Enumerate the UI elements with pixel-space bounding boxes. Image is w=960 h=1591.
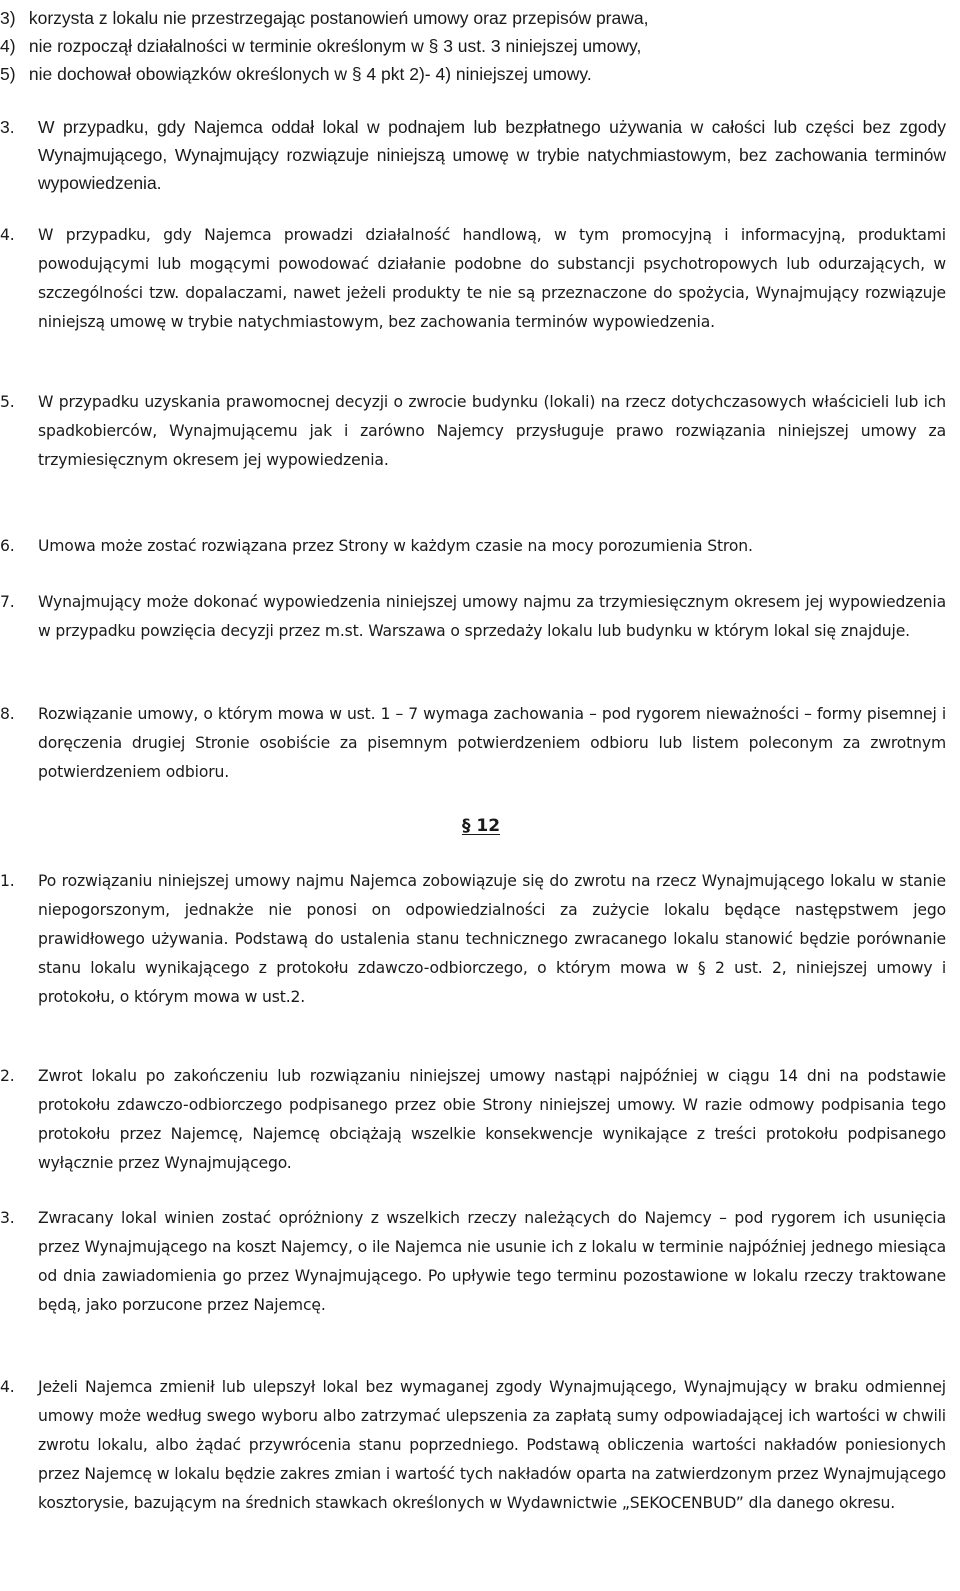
- paragraph-number: 1.: [0, 872, 15, 890]
- list-item-number: 3): [0, 8, 16, 28]
- list-item-text: korzysta z lokalu nie przestrzegając postanowień umowy oraz przepisów prawa,: [28, 8, 649, 28]
- paragraph-number: 3.: [0, 117, 15, 137]
- paragraph-number: 2.: [0, 1067, 15, 1085]
- paragraph-item: [0, 867, 946, 1012]
- paragraph-item: [0, 532, 946, 561]
- paragraph-item: [0, 113, 946, 197]
- list-item-number: 5): [0, 64, 16, 84]
- termination-conditions-list: [0, 4, 648, 88]
- paragraph-number: 5.: [0, 393, 15, 411]
- paragraph-text: W przypadku, gdy Najemca prowadzi działalność handlową, w tym promocyjną i informacyjną, produktami powodującymi lub mogącymi powodować działanie podobne do substancji psychotropowych lub odurzających, w szczególności tzw. dopalaczami, nawet jeżeli produkty te nie są przeznaczone do spożycia, Wynajmujący rozwiązuje niniejszą umowę w trybie natychmiastowym, bez zachowania terminów wypowiedzenia.: [38, 226, 946, 331]
- section-number: § 12: [461, 816, 501, 836]
- paragraph-text: W przypadku, gdy Najemca oddał lokal w podnajem lub bezpłatnego używania w całości lub części bez zgody Wynajmującego, Wynajmujący rozwiązuje niniejszą umowę w trybie natychmiastowym, bez zachowania terminów wypowiedzenia.: [38, 117, 946, 193]
- list-item: [0, 60, 648, 88]
- paragraph-text: Rozwiązanie umowy, o którym mowa w ust. 1 – 7 wymaga zachowania – pod rygorem nieważności – formy pisemnej i doręczenia drugiej Stronie osobiście za pisemnym potwierdzeniem odbioru lub listem poleconym za zwrotnym potwierdzeniem odbioru.: [38, 705, 946, 781]
- list-item-text: nie dochował obowiązków określonych w § 4 pkt 2)- 4) niniejszej umowy.: [28, 64, 592, 84]
- paragraph-number: 4.: [0, 226, 15, 244]
- paragraph-text: Zwrot lokalu po zakończeniu lub rozwiązaniu niniejszej umowy nastąpi najpóźniej w ciągu 14 dni na podstawie protokołu zdawczo-odbiorczego podpisanego przez obie Strony niniejszej umowy. W razie odmowy podpisania tego protokołu przez Najemcę, Najemcę obciążają wszelkie konsekwencje wynikające z treści protokołu podpisanego wyłącznie przez Wynajmującego.: [38, 1067, 946, 1172]
- list-item: [0, 4, 648, 32]
- paragraph-item: [0, 1373, 946, 1518]
- paragraph-text: Zwracany lokal winien zostać opróżniony z wszelkich rzeczy należących do Najemcy – pod rygorem ich usunięcia przez Wynajmującego na koszt Najemcy, o ile Najemca nie usunie ich z lokalu w terminie najpóźniej jednego miesiąca od dnia zawiadomienia go przez Wynajmującego. Po upływie tego terminu pozostawione w lokalu rzeczy traktowane będą, jako porzucone przez Najemcę.: [38, 1209, 946, 1314]
- paragraph-number: 7.: [0, 593, 15, 611]
- section-heading: [0, 811, 946, 841]
- paragraph-text: Umowa może zostać rozwiązana przez Strony w każdym czasie na mocy porozumienia Stron.: [38, 537, 753, 555]
- paragraph-number: 6.: [0, 537, 15, 555]
- paragraph-number: 4.: [0, 1378, 15, 1396]
- paragraph-item: [0, 588, 946, 646]
- paragraph-item: [0, 700, 946, 787]
- paragraph-item: [0, 221, 946, 337]
- paragraph-number: 8.: [0, 705, 15, 723]
- paragraph-item: [0, 1204, 946, 1320]
- paragraph-number: 3.: [0, 1209, 15, 1227]
- paragraph-item: [0, 388, 946, 475]
- list-item-number: 4): [0, 36, 16, 56]
- list-item-text: nie rozpoczął działalności w terminie określonym w § 3 ust. 3 niniejszej umowy,: [28, 36, 642, 56]
- paragraph-text: W przypadku uzyskania prawomocnej decyzji o zwrocie budynku (lokali) na rzecz dotychczasowych właścicieli lub ich spadkobierców, Wynajmującemu jak i zarówno Najemcy przysługuje prawo rozwiązania niniejszej umowy za trzymiesięcznym okresem jej wypowiedzenia.: [38, 393, 946, 469]
- paragraph-text: Wynajmujący może dokonać wypowiedzenia niniejszej umowy najmu za trzymiesięcznym okresem jej wypowiedzenia w przypadku powzięcia decyzji przez m.st. Warszawa o sprzedaży lokalu lub budynku w którym lokal się znajduje.: [38, 593, 946, 640]
- paragraph-item: [0, 1062, 946, 1178]
- list-item: [0, 32, 648, 60]
- paragraph-text: Po rozwiązaniu niniejszej umowy najmu Najemca zobowiązuje się do zwrotu na rzecz Wynajmującego lokalu w stanie niepogorszonym, jednakże nie ponosi on odpowiedzialności za zużycie lokalu będące następstwem jego prawidłowego używania. Podstawą do ustalenia stanu technicznego zwracanego lokalu stanowić będzie porównanie stanu lokalu wynikającego z protokołu zdawczo-odbiorczego, o którym mowa w § 2 ust. 2, niniejszej umowy i protokołu, o którym mowa w ust.2.: [38, 872, 946, 1006]
- paragraph-text: Jeżeli Najemca zmienił lub ulepszył lokal bez wymaganej zgody Wynajmującego, Wynajmujący w braku odmiennej umowy może według swego wyboru albo zatrzymać ulepszenia za zapłatą sumy odpowiadającej ich wartości w chwili zwrotu lokalu, albo żądać przywrócenia stanu poprzedniego. Podstawą obliczenia wartości nakładów poniesionych przez Najemcę w lokalu będzie zakres zmian i wartość tych nakładów oparta na zatwierdzonym przez Wynajmującego kosztorysie, bazującym na średnich stawkach określonych w Wydawnictwie „SEKOCENBUD” dla danego okresu.: [38, 1378, 946, 1512]
